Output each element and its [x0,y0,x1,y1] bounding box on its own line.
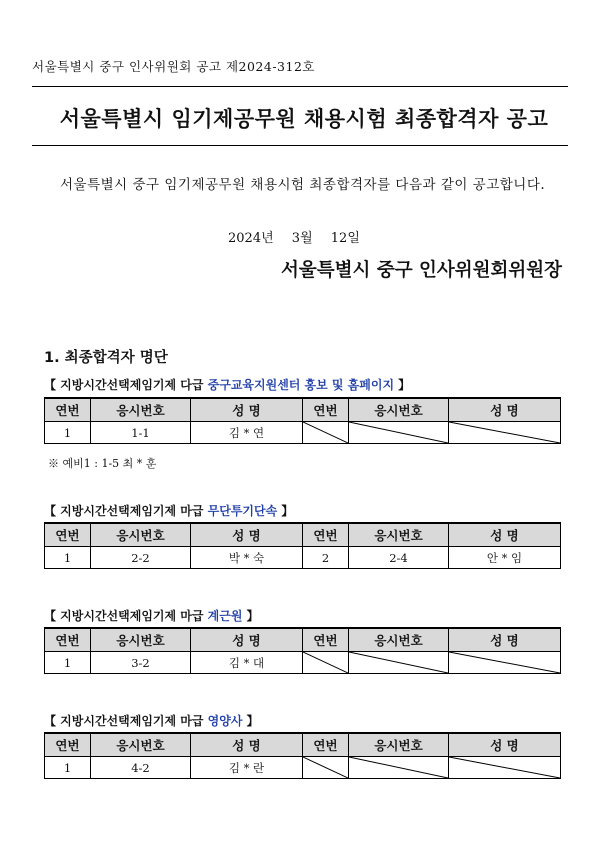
col-header-seq: 연번 [303,628,349,652]
title-rule-bottom [32,145,568,146]
group-heading-prefix: 【 지방시간선택제임기제 다급 [44,378,208,392]
col-header-seq: 연번 [303,398,349,422]
col-header-exam-no: 응시번호 [349,398,449,422]
col-header-seq: 연번 [45,733,91,757]
cell-seq: 1 [45,547,91,569]
cell-name: 안 * 임 [449,547,561,569]
empty-cell [449,757,561,779]
col-header-exam-no: 응시번호 [91,523,191,547]
group-heading-suffix: 】 [242,609,259,623]
empty-cell [349,422,449,444]
empty-cell [349,757,449,779]
cell-exam-no: 2-4 [349,547,449,569]
roster-table-1 [44,397,561,444]
cell-seq: 1 [45,652,91,674]
col-header-seq: 연번 [303,523,349,547]
cell-exam-no: 1-1 [91,422,191,444]
date-day: 12일 [330,231,360,246]
col-header-name: 성 명 [449,628,561,652]
title-rule-top [32,86,568,87]
col-header-name: 성 명 [191,733,303,757]
empty-cell [349,652,449,674]
roster-table-3 [44,627,561,674]
cell-seq: 1 [45,757,91,779]
col-header-seq: 연번 [45,398,91,422]
col-header-name: 성 명 [449,733,561,757]
group-heading-2 [44,502,293,519]
notice-number: 서울특별시 중구 인사위원회 공고 제2024-312호 [32,59,315,74]
group-heading-position: 무단투기단속 [207,504,278,518]
group-heading-position: 계근원 [207,609,243,623]
table-row [45,422,561,444]
group-heading-prefix: 【 지방시간선택제임기제 마급 [44,609,208,623]
group-heading-1 [44,376,410,393]
group-heading-suffix: 】 [242,714,259,728]
reserve-footnote: ※ 예비1 : 1-5 최 * 훈 [48,457,157,470]
col-header-name: 성 명 [191,398,303,422]
empty-cell [303,652,349,674]
issuer: 서울특별시 중구 인사위원회위원장 [281,260,562,281]
col-header-seq: 연번 [45,628,91,652]
cell-exam-no: 4-2 [91,757,191,779]
cell-name: 박 * 숙 [191,547,303,569]
table-row [45,757,561,779]
col-header-exam-no: 응시번호 [91,733,191,757]
col-header-exam-no: 응시번호 [349,523,449,547]
table-header-row [45,523,561,547]
table-header-row [45,733,561,757]
col-header-seq: 연번 [45,523,91,547]
col-header-name: 성 명 [191,523,303,547]
cell-exam-no: 3-2 [91,652,191,674]
date-month: 3월 [291,231,313,246]
table-header-row [45,628,561,652]
roster-table-4 [44,732,561,779]
announcement-text: 서울특별시 중구 임기제공무원 채용시험 최종합격자를 다음과 같이 공고합니다. [60,177,546,193]
col-header-exam-no: 응시번호 [91,628,191,652]
group-heading-prefix: 【 지방시간선택제임기제 마급 [44,504,208,518]
group-heading-prefix: 【 지방시간선택제임기제 마급 [44,714,208,728]
col-header-name: 성 명 [449,523,561,547]
empty-cell [303,757,349,779]
cell-seq: 1 [45,422,91,444]
group-heading-4 [44,712,259,729]
cell-name: 김 * 연 [191,422,303,444]
group-heading-position: 중구교육지원센터 홍보 및 홈페이지 [207,378,395,392]
table-header-row [45,398,561,422]
date-year: 2024년 [228,231,274,246]
group-heading-3 [44,607,259,624]
cell-name: 김 * 대 [191,652,303,674]
table-row [45,652,561,674]
group-heading-suffix: 】 [277,504,294,518]
roster-table-2 [44,522,561,569]
col-header-name: 성 명 [191,628,303,652]
page-title: 서울특별시 임기제공무원 채용시험 최종합격자 공고 [59,107,549,131]
cell-exam-no: 2-2 [91,547,191,569]
cell-seq: 2 [303,547,349,569]
empty-cell [449,422,561,444]
col-header-name: 성 명 [449,398,561,422]
col-header-exam-no: 응시번호 [349,733,449,757]
announcement-date [228,227,360,246]
col-header-exam-no: 응시번호 [91,398,191,422]
group-heading-suffix: 】 [394,378,411,392]
table-row [45,547,561,569]
col-header-exam-no: 응시번호 [349,628,449,652]
group-heading-position: 영양사 [207,714,243,728]
section-title: 1. 최종합격자 명단 [44,350,168,366]
empty-cell [303,422,349,444]
cell-name: 김 * 란 [191,757,303,779]
empty-cell [449,652,561,674]
col-header-seq: 연번 [303,733,349,757]
